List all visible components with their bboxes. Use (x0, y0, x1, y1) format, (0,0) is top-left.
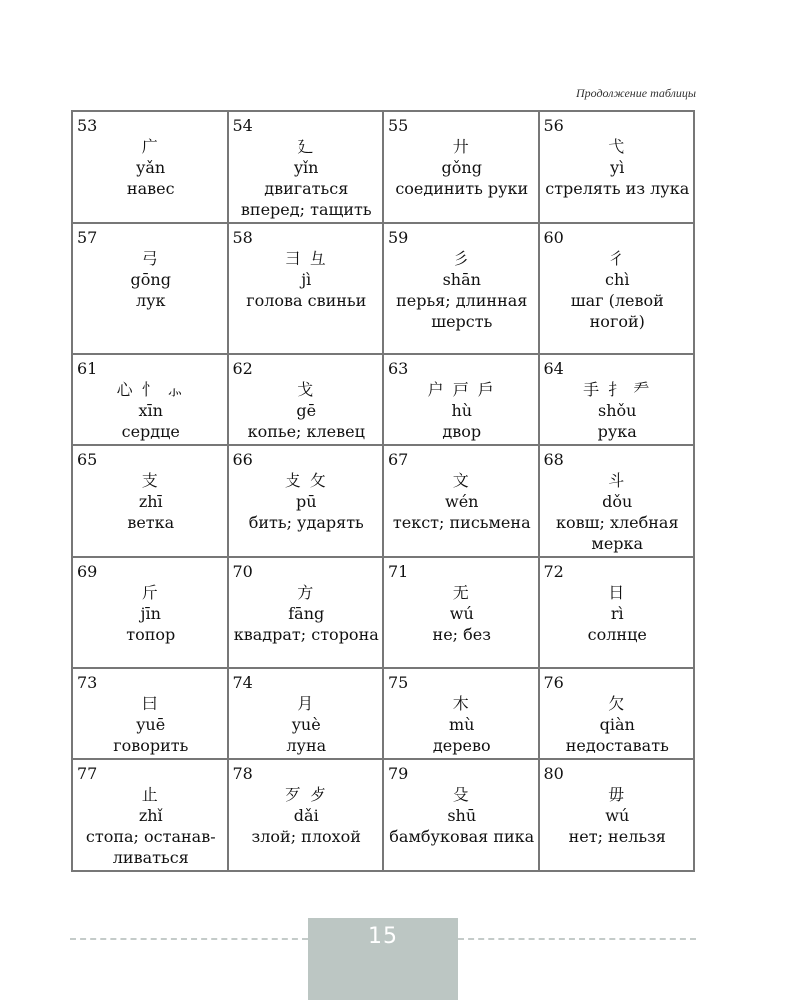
radical-cell (539, 668, 695, 759)
radical-meaning: двор (442, 422, 482, 441)
radical-number: 66 (232, 450, 253, 469)
radical-number: 54 (232, 116, 253, 135)
radical-number: 72 (543, 562, 564, 581)
radical-meaning: сердце (121, 422, 180, 441)
radical-pinyin: gǒng (441, 158, 482, 177)
radical-cell (383, 223, 539, 354)
radical-cell (228, 223, 384, 354)
table-row (72, 445, 694, 557)
radical-content (388, 784, 536, 847)
radical-cell (383, 668, 539, 759)
radical-character: 攴 攵 (284, 471, 328, 490)
radical-cell (72, 111, 228, 223)
radical-content (544, 470, 692, 554)
radical-character: 殳 (452, 785, 471, 804)
radical-cell (539, 223, 695, 354)
radical-number: 58 (232, 228, 253, 247)
radical-character: 心 忄 ⺗ (116, 380, 185, 399)
radical-pinyin: yǎn (136, 158, 166, 177)
radical-content (233, 379, 381, 442)
radical-pinyin: wú (605, 806, 630, 825)
radical-number: 64 (543, 359, 564, 378)
radical-character: 弋 (608, 137, 627, 156)
table-row (72, 668, 694, 759)
radical-number: 55 (388, 116, 409, 135)
radical-pinyin: pū (295, 492, 317, 511)
radical-number: 60 (543, 228, 564, 247)
radical-cell (383, 445, 539, 557)
radical-pinyin: gōng (130, 270, 171, 289)
radical-meaning: луна (286, 736, 327, 755)
radical-content (388, 136, 536, 199)
radical-meaning: копье; клевец (247, 422, 365, 441)
radical-cell (383, 557, 539, 668)
radical-character: 弓 (141, 249, 160, 268)
radical-pinyin: jīn (140, 604, 161, 623)
radical-pinyin: zhǐ (138, 806, 163, 825)
radical-meaning: двигаться вперед; тащить (240, 179, 372, 219)
radical-content (544, 784, 692, 847)
radical-cell (72, 759, 228, 871)
radical-number: 74 (232, 673, 253, 692)
radical-character: 方 (297, 583, 316, 602)
radical-cell (228, 759, 384, 871)
radical-content (544, 136, 692, 199)
radical-number: 68 (543, 450, 564, 469)
radical-pinyin: fāng (288, 604, 325, 623)
radical-character: 廴 (297, 137, 316, 156)
radical-meaning: недоставать (565, 736, 669, 755)
radical-meaning: говорить (113, 736, 189, 755)
radical-number: 71 (388, 562, 409, 581)
radical-cell (72, 668, 228, 759)
radical-cell (72, 223, 228, 354)
radical-meaning: солнце (587, 625, 647, 644)
radical-content (544, 248, 692, 332)
radical-content (77, 582, 225, 645)
radical-meaning: дерево (432, 736, 491, 755)
radical-cell (539, 354, 695, 445)
radical-meaning: бить; ударять (248, 513, 364, 532)
radical-number: 57 (77, 228, 98, 247)
radical-character: 毋 (608, 785, 627, 804)
radical-pinyin: dǒu (602, 492, 633, 511)
radical-content (233, 784, 381, 847)
radical-meaning: топор (126, 625, 176, 644)
radical-pinyin: wú (449, 604, 474, 623)
radical-number: 78 (232, 764, 253, 783)
radical-meaning: перья; длинная шерсть (396, 291, 528, 331)
radical-pinyin: jì (301, 270, 312, 289)
radical-cell (539, 557, 695, 668)
radical-character: 月 (297, 694, 316, 713)
radical-pinyin: wén (445, 492, 479, 511)
radical-character: 手 扌 龵 (583, 380, 652, 399)
radical-character: 彳 (608, 249, 627, 268)
radical-meaning: злой; плохой (251, 827, 361, 846)
radical-content (77, 693, 225, 756)
radical-content (233, 470, 381, 533)
radical-pinyin: xīn (138, 401, 163, 420)
radical-meaning: текст; письмена (392, 513, 531, 532)
radical-content (544, 693, 692, 756)
radical-number: 63 (388, 359, 409, 378)
radical-pinyin: shū (447, 806, 477, 825)
radical-cell (72, 445, 228, 557)
table-row (72, 759, 694, 871)
radical-character: 木 (452, 694, 471, 713)
radicals-table (71, 110, 695, 872)
radical-cell (383, 759, 539, 871)
radical-number: 79 (388, 764, 409, 783)
radical-content (544, 582, 692, 645)
radical-number: 69 (77, 562, 98, 581)
radical-character: 无 (452, 583, 471, 602)
radical-content (77, 136, 225, 199)
radical-pinyin: chì (605, 270, 630, 289)
radical-number: 59 (388, 228, 409, 247)
radical-pinyin: shān (442, 270, 481, 289)
radical-meaning: ковш; хлебная мерка (555, 513, 679, 553)
radical-cell (228, 668, 384, 759)
radical-pinyin: shǒu (598, 401, 637, 420)
radical-content (77, 470, 225, 533)
radical-cell (539, 111, 695, 223)
radical-pinyin: zhī (138, 492, 163, 511)
radical-content (544, 379, 692, 442)
radical-content (233, 248, 381, 311)
radical-pinyin: yuē (136, 715, 166, 734)
radical-content (77, 784, 225, 868)
radical-pinyin: qiàn (599, 715, 635, 734)
radical-character: 彡 (452, 249, 471, 268)
radical-number: 61 (77, 359, 98, 378)
radical-content (233, 693, 381, 756)
radical-number: 77 (77, 764, 98, 783)
radical-content (77, 379, 225, 442)
radical-content (388, 693, 536, 756)
page-number: 15 (368, 924, 398, 949)
radical-pinyin: hù (451, 401, 473, 420)
radicals-table-body (72, 111, 694, 871)
footer-dashed-line-left (70, 938, 308, 940)
table-row (72, 354, 694, 445)
radical-meaning: голова свиньи (246, 291, 367, 310)
radical-number: 76 (543, 673, 564, 692)
radical-character: 支 (141, 471, 160, 490)
radical-character: 文 (452, 471, 471, 490)
radical-pinyin: gē (296, 401, 317, 420)
radical-character: 歹 歺 (284, 785, 328, 804)
radical-cell (72, 354, 228, 445)
radical-number: 67 (388, 450, 409, 469)
radical-pinyin: mù (449, 715, 475, 734)
radical-meaning: квадрат; сторона (233, 625, 379, 644)
radical-number: 73 (77, 673, 98, 692)
radical-character: 曰 (141, 694, 160, 713)
radical-meaning: не; без (432, 625, 491, 644)
radical-character: 彐 彑 (284, 249, 328, 268)
radical-character: 廾 (452, 137, 471, 156)
radical-content (388, 582, 536, 645)
radical-number: 56 (543, 116, 564, 135)
radical-content (233, 136, 381, 220)
radical-cell (228, 445, 384, 557)
radical-meaning: стопа; останав-ливаться (85, 827, 216, 867)
radical-meaning: ветка (127, 513, 175, 532)
radical-character: 戈 (297, 380, 316, 399)
radical-meaning: рука (597, 422, 637, 441)
radical-pinyin: yuè (291, 715, 321, 734)
radical-pinyin: yǐn (294, 158, 319, 177)
table-continuation-caption: Продолжение таблицы (575, 86, 696, 100)
radical-meaning: нет; нельзя (568, 827, 666, 846)
radical-number: 80 (543, 764, 564, 783)
radical-content (77, 248, 225, 311)
radical-cell (228, 557, 384, 668)
radical-character: 户 戸 戶 (427, 380, 496, 399)
radical-number: 75 (388, 673, 409, 692)
radical-cell (383, 354, 539, 445)
footer-dashed-line-right (458, 938, 696, 940)
radical-pinyin: rì (610, 604, 624, 623)
radical-number: 70 (232, 562, 253, 581)
radical-meaning: лук (135, 291, 166, 310)
radical-meaning: бамбуковая пика (389, 827, 535, 846)
radical-character: 斗 (608, 471, 627, 490)
radical-meaning: соединить руки (395, 179, 529, 198)
table-row (72, 223, 694, 354)
radical-content (388, 379, 536, 442)
radical-pinyin: dǎi (293, 806, 319, 825)
radical-character: 广 (141, 137, 160, 156)
radical-pinyin: yì (610, 158, 625, 177)
radical-meaning: стрелять из лука (545, 179, 690, 198)
radical-character: 斤 (141, 583, 160, 602)
radical-content (388, 248, 536, 332)
radical-character: 欠 (608, 694, 627, 713)
radical-cell (228, 354, 384, 445)
radical-content (233, 582, 381, 645)
radical-number: 62 (232, 359, 253, 378)
radical-character: 止 (141, 785, 160, 804)
table-row (72, 557, 694, 668)
table-row (72, 111, 694, 223)
radical-cell (539, 759, 695, 871)
radical-cell (383, 111, 539, 223)
radical-meaning: шаг (левой ногой) (570, 291, 664, 331)
radical-number: 53 (77, 116, 98, 135)
radical-meaning: навес (126, 179, 175, 198)
radical-cell (228, 111, 384, 223)
radical-cell (539, 445, 695, 557)
page-number-tab (308, 918, 458, 1000)
radical-number: 65 (77, 450, 98, 469)
radical-cell (72, 557, 228, 668)
radical-character: 日 (608, 583, 627, 602)
radical-content (388, 470, 536, 533)
